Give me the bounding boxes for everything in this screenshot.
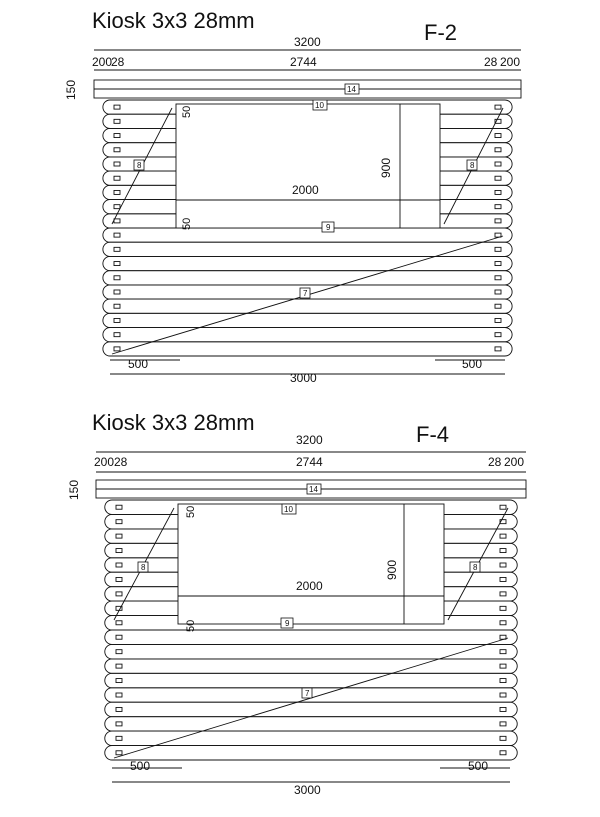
wall-log — [103, 342, 512, 356]
log-notch — [495, 190, 501, 194]
dim-overall-top: 3200 — [294, 35, 321, 49]
log-notch — [116, 621, 122, 625]
log-notch — [116, 736, 122, 740]
log-notch — [495, 290, 501, 294]
log-notch — [114, 119, 120, 123]
wall-log — [103, 328, 512, 342]
dim-left-overhang: 200 — [92, 55, 113, 69]
elevation-svg — [0, 0, 600, 400]
log-notch — [495, 304, 501, 308]
dim-window-gap-top: 50 — [185, 505, 197, 518]
svg-text:8: 8 — [473, 563, 478, 572]
log-notch — [500, 505, 506, 509]
log-notch — [495, 148, 501, 152]
drawing-f4 — [0, 400, 600, 800]
svg-text:8: 8 — [137, 161, 142, 170]
log-notch — [116, 520, 122, 524]
dim-bottom-left: 500 — [128, 357, 149, 371]
dim-right-offset: 28 — [488, 455, 502, 469]
log-notch — [495, 333, 501, 337]
dim-inner-top: 2744 — [296, 455, 323, 469]
log-notch — [495, 219, 501, 223]
log-notch — [114, 318, 120, 322]
dim-left-offset: 28 — [114, 455, 128, 469]
log-notch — [500, 736, 506, 740]
drawing-title: Kiosk 3x3 28mm — [92, 8, 255, 33]
log-notch — [500, 650, 506, 654]
dim-left-offset: 28 — [111, 55, 125, 69]
log-notch — [114, 347, 120, 351]
svg-text:7: 7 — [305, 689, 310, 698]
log-notch — [114, 262, 120, 266]
log-notch — [116, 563, 122, 567]
wall-log — [103, 313, 512, 327]
log-notch — [116, 505, 122, 509]
log-notch — [495, 134, 501, 138]
dim-bottom-total: 3000 — [290, 371, 317, 385]
log-notch — [116, 664, 122, 668]
log-notch — [500, 693, 506, 697]
log-notch — [495, 262, 501, 266]
log-notch — [116, 693, 122, 697]
wall-log — [103, 242, 512, 256]
wall-log — [103, 256, 512, 270]
log-notch — [500, 751, 506, 755]
log-notch — [500, 606, 506, 610]
wall-log — [105, 746, 517, 760]
log-notch — [500, 549, 506, 553]
dim-inner-top: 2744 — [290, 55, 317, 69]
log-notch — [500, 592, 506, 596]
dim-window-width: 2000 — [292, 183, 319, 197]
wall-frame — [96, 452, 526, 782]
svg-text:9: 9 — [326, 223, 331, 232]
log-notch — [500, 577, 506, 581]
log-notch — [495, 205, 501, 209]
log-notch — [114, 276, 120, 280]
svg-text:10: 10 — [284, 505, 293, 514]
dim-overall-top: 3200 — [296, 433, 323, 447]
dim-bottom-right: 500 — [462, 357, 483, 371]
log-notch — [114, 134, 120, 138]
dim-right-overhang: 200 — [504, 455, 525, 469]
log-notch — [116, 650, 122, 654]
part-label-diag-left — [138, 562, 148, 572]
dim-window-gap-top: 50 — [181, 105, 193, 118]
wall-log — [105, 702, 517, 716]
wall-log — [103, 228, 512, 242]
log-notch — [495, 247, 501, 251]
part-label-roof-board — [345, 84, 359, 94]
drawing-title: Kiosk 3x3 28mm — [92, 410, 255, 435]
part-label-diag-right — [467, 160, 477, 170]
part-label-diag-main — [300, 288, 310, 298]
log-notch — [114, 105, 120, 109]
part-label-window-bottom — [281, 618, 293, 628]
log-notch — [495, 347, 501, 351]
log-notch — [500, 563, 506, 567]
svg-text:8: 8 — [141, 563, 146, 572]
wall-log — [105, 717, 517, 731]
log-notch — [500, 664, 506, 668]
part-label-window-bottom — [322, 222, 334, 232]
elevation-svg — [0, 400, 600, 817]
log-notch — [116, 592, 122, 596]
dim-bottom-right: 500 — [468, 759, 489, 773]
log-notch — [114, 162, 120, 166]
dim-right-offset: 28 — [484, 55, 498, 69]
wall-log — [105, 644, 517, 658]
log-notch — [116, 751, 122, 755]
wall-log — [103, 271, 512, 285]
part-label-diag-right — [470, 562, 480, 572]
log-notch — [116, 707, 122, 711]
log-notch — [495, 176, 501, 180]
log-notch — [500, 707, 506, 711]
log-notch — [500, 621, 506, 625]
dim-window-height: 900 — [379, 157, 393, 178]
part-label-roof-board — [307, 484, 321, 494]
part-label-window-top — [313, 100, 327, 110]
log-notch — [500, 722, 506, 726]
log-notch — [116, 722, 122, 726]
dim-left-overhang: 200 — [94, 455, 115, 469]
log-notch — [114, 247, 120, 251]
svg-text:7: 7 — [303, 289, 308, 298]
dim-window-gap-bottom: 50 — [185, 619, 197, 632]
log-notch — [114, 190, 120, 194]
log-notch — [114, 176, 120, 180]
log-notch — [114, 233, 120, 237]
wall-frame — [94, 50, 521, 374]
svg-text:8: 8 — [470, 161, 475, 170]
log-notch — [500, 679, 506, 683]
wall-log — [105, 731, 517, 745]
drawing-f2 — [0, 0, 600, 400]
log-notch — [114, 304, 120, 308]
log-notch — [116, 549, 122, 553]
log-notch — [500, 534, 506, 538]
dim-roof-thickness: 150 — [64, 79, 78, 100]
wall-log — [105, 673, 517, 687]
log-notch — [495, 318, 501, 322]
dim-roof-thickness: 150 — [67, 479, 81, 500]
log-notch — [495, 276, 501, 280]
wall-log — [105, 659, 517, 673]
dim-right-overhang: 200 — [500, 55, 521, 69]
sheet-label: F-2 — [424, 20, 457, 45]
log-notch — [114, 290, 120, 294]
svg-text:14: 14 — [309, 485, 318, 494]
log-notch — [114, 219, 120, 223]
log-notch — [116, 635, 122, 639]
part-label-window-top — [282, 504, 296, 514]
part-label-diag-main — [302, 688, 312, 698]
wall-log — [105, 630, 517, 644]
log-notch — [495, 105, 501, 109]
log-notch — [495, 162, 501, 166]
sheet-label: F-4 — [416, 422, 449, 447]
wall-log — [103, 299, 512, 313]
part-label-diag-left — [134, 160, 144, 170]
log-notch — [116, 679, 122, 683]
dim-bottom-left: 500 — [130, 759, 151, 773]
dim-window-height: 900 — [385, 559, 399, 580]
dim-bottom-total: 3000 — [294, 783, 321, 797]
log-notch — [114, 205, 120, 209]
svg-text:14: 14 — [347, 85, 356, 94]
log-notch — [116, 577, 122, 581]
log-notch — [114, 148, 120, 152]
svg-text:9: 9 — [285, 619, 290, 628]
dim-window-gap-bottom: 50 — [181, 217, 193, 230]
dim-window-width: 2000 — [296, 579, 323, 593]
log-notch — [114, 333, 120, 337]
svg-text:10: 10 — [315, 101, 324, 110]
log-notch — [116, 534, 122, 538]
